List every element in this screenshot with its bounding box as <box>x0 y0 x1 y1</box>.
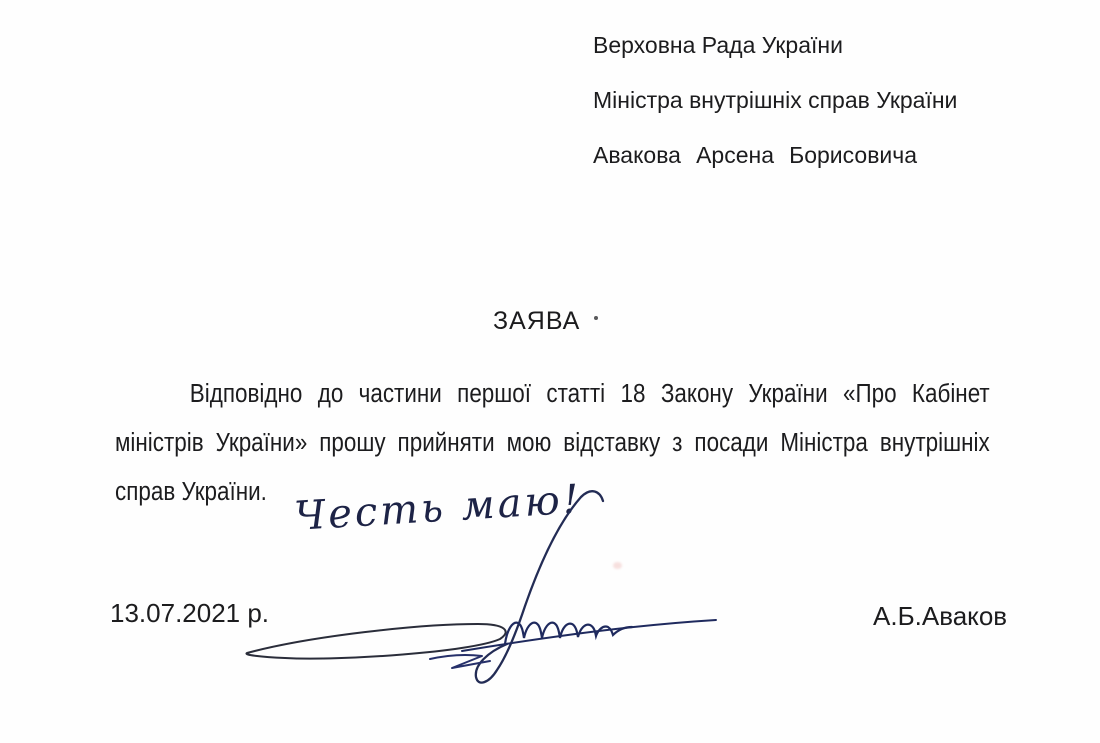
document-title: ЗАЯВА <box>493 307 581 335</box>
addressee-line-2: Міністра внутрішніх справ України <box>593 87 958 113</box>
body-line-1: Відповідно до частини першої статті 18 Закону України «Про Кабінет <box>189 380 990 408</box>
addressee-line-3: Авакова Арсена Борисовича <box>593 142 918 168</box>
signer-name: А.Б.Аваков <box>873 601 1008 631</box>
handwritten-note: Честь маю! <box>293 476 583 540</box>
body-line-3: справ України. <box>115 478 267 506</box>
body-line-2: міністрів України» прошу прийняти мою відставку з посади Міністра внутрішніх <box>115 429 990 457</box>
addressee-line-1: Верховна Рада України <box>593 32 843 58</box>
date-text: 13.07.2021 р. <box>110 598 270 628</box>
signature-ascender-stroke <box>476 491 603 682</box>
signature-ellipse-stroke <box>246 624 505 659</box>
